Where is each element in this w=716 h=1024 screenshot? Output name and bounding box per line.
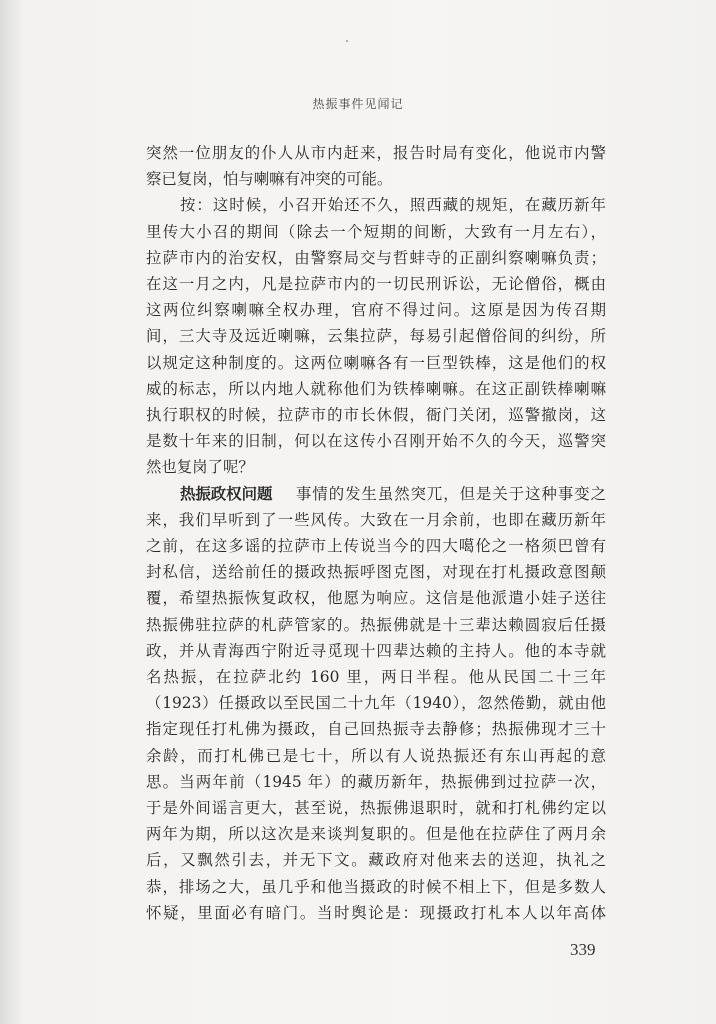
page-number: 339 [570,940,596,959]
text-line: 拉萨市内的治安权，由警察局交与哲蚌寺的正副纠察喇嘛负责； [146,248,606,267]
running-header: 热振事件见闻记 [312,97,404,111]
text-line: 指定现任打札佛为摄政，自己回热振寺去静修；热振佛现才三十 [146,720,606,739]
text-line: 突然一位朋友的仆人从市内赶来，报告时局有变化，他说市内警 [146,144,606,162]
text-line: （1923）任摄政以至民国二十九年（1940），忽然倦勤，就由他 [146,694,606,713]
scan-speck [346,40,348,42]
text-line: 里传大小召的期间（除去一个短期的间断，大致有一月左右）， [146,222,606,241]
text-line: 察已复岗，怕与喇嘛有冲突的可能。 [146,170,393,189]
text-line: 余龄，而打札佛已是七十，所以有人说热振还有东山再起的意 [146,746,606,765]
text-line: 热振佛驻拉萨的札萨管家的。热振佛就是十三辈达赖圆寂后任摄 [146,615,606,634]
text-line: 政，并从青海西宁附近寻觅现十四辈达赖的主持人。他的本寺就 [146,641,606,660]
text-line: 执行职权的时候，拉萨市的市长休假，衙门关闭，巡警撤岗，这 [146,406,606,424]
text-line: 以规定这种制度的。这两位喇嘛各有一巨型铁棒，这是他们的权 [146,353,606,372]
text-line: 名热振，在拉萨北约 160 里，两日半程。他从民国二十三年 [146,668,606,686]
section-heading: 热振政权问题 [180,484,273,503]
text-line: 这两位纠察喇嘛全权办理，官府不得过问。这原是因为传召期 [146,301,606,320]
text-line: 间，三大寺及远近喇嘛，云集拉萨，每易引起僧俗间的纠纷，所 [146,327,606,346]
text-line: 两年为期，所以这次是来谈判复职的。但是他在拉萨住了两月余 [146,825,606,844]
text-line: 于是外间谣言更大，甚至说，热振佛退职时，就和打札佛约定以 [146,799,606,817]
text-line: 然也复岗了呢？ [146,458,254,477]
text-line: 之前，在这多谣的拉萨市上传说当今的四大噶伦之一格须巴曾有 [146,537,606,555]
text-line: 是数十年来的旧制，何以在这传小召刚开始不久的今天，巡警突 [146,432,606,451]
text-line: 后，又飘然引去，并无下文。藏政府对他来去的送迎，执礼之 [146,851,606,870]
text-line: 封私信，送给前任的摄政热振呼图克图，对现在打札摄政意图颠 [146,563,606,582]
text-line: 覆，希望热振恢复政权，他愿为响应。这信是他派遣小娃子送往 [146,589,606,608]
text-line: 威的标志，所以内地人就称他们为铁棒喇嘛。在这正副铁棒喇嘛 [146,379,606,398]
text-line: 按：这时候，小召开始还不久，照西藏的规矩，在藏历新年 [180,196,606,215]
text-line: 恭，排场之大，虽几乎和他当摄政的时候不相上下，但是多数人 [146,877,606,896]
text-line: 怀疑，里面必有暗门。当时舆论是：现摄政打札本人以年高体 [146,903,606,922]
text-line: 在这一月之内，凡是拉萨市内的一切民刑诉讼，无论僧俗，概由 [146,275,606,293]
text-line: 来，我们早听到了一些风传。大致在一月余前，也即在藏历新年 [146,510,606,529]
text-line: 事情的发生虽然突兀，但是关于这种事变之 [296,484,606,503]
text-line: 思。当两年前（1945 年）的藏历新年，热振佛到过拉萨一次， [146,772,606,791]
